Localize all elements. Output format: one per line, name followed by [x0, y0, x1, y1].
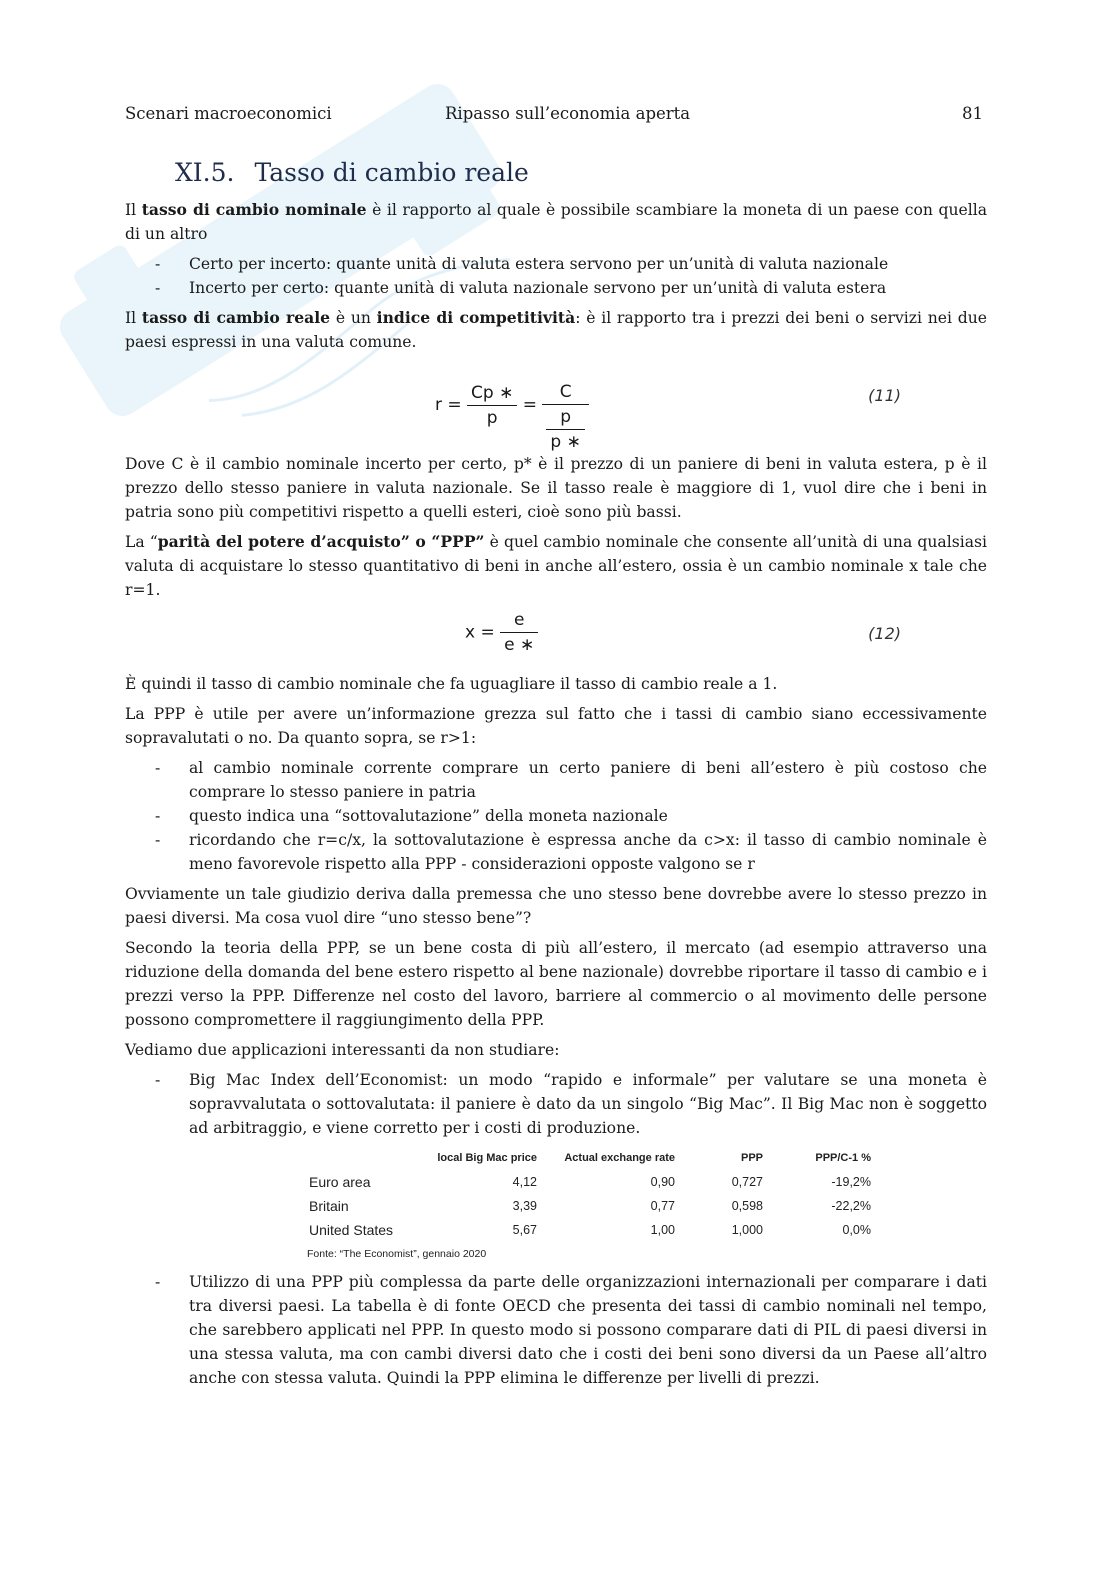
- list-item: [125, 252, 987, 276]
- numerator: C: [542, 380, 588, 405]
- data-table: [305, 1146, 875, 1242]
- table-cell: 1,00: [650, 1223, 675, 1237]
- table-row: [305, 1170, 875, 1194]
- paragraph-applications: Vediamo due applicazioni interessanti da non studiare:: [125, 1041, 560, 1059]
- paragraph-ppp: [125, 530, 987, 602]
- list-item-text: ricordando che r=c/x, la sottovalutazione è espressa anche da c>x: il tasso di cambio nominale è meno favorevole rispetto alla PPP - considerazioni opposte valgono se r: [189, 831, 987, 873]
- dash-bullet: -: [155, 807, 161, 825]
- table-row: [305, 1194, 875, 1218]
- text: Il: [125, 201, 142, 219]
- column-header: Actual exchange rate: [564, 1152, 675, 1164]
- table-cell: 0,727: [731, 1175, 763, 1189]
- list-item: [125, 756, 987, 804]
- table-cell: 0,598: [731, 1199, 763, 1213]
- section-heading: Tasso di cambio reale: [254, 158, 529, 187]
- list-item-text: Big Mac Index dell’Economist: un modo “rapido e informale” per valutare se una moneta è sopravvalutata o sottovalutata: il paniere è dato da un singolo “Big Mac”. Il Big Mac non è soggetto ad arbitraggio, e viene corretto per i costi di produzione.: [189, 1071, 987, 1137]
- table-cell: 0,77: [650, 1199, 675, 1213]
- term-real-rate: tasso di cambio reale: [141, 308, 331, 327]
- list-item: [125, 828, 987, 876]
- table-cell: -19,2%: [831, 1175, 871, 1189]
- list-item: [125, 804, 987, 828]
- list-quotation-types: [125, 252, 987, 300]
- dash-bullet: -: [155, 759, 161, 777]
- list-applications: [125, 1068, 987, 1140]
- denominator: p: [486, 407, 498, 428]
- text: è un: [330, 309, 377, 327]
- dash-bullet: -: [155, 255, 161, 273]
- text: Il: [125, 309, 142, 327]
- paragraph-ppp-usefulness: La PPP è utile per avere un’informazione grezza sul fatto che i tassi di cambio siano eccessivamente sopravalutati o no. Da quanto sopra, se r>1:: [125, 705, 987, 747]
- list-item: [125, 1270, 987, 1390]
- fraction: [500, 608, 538, 657]
- fraction: [467, 381, 517, 430]
- big-mac-table: [305, 1146, 875, 1266]
- section-title: [175, 158, 529, 187]
- header-chapter-title: Ripasso sull’economia aperta: [445, 104, 691, 123]
- equation-number: (12): [868, 624, 901, 643]
- term-nominal-rate: tasso di cambio nominale: [141, 200, 367, 219]
- denominator: p ∗: [550, 432, 581, 452]
- dash-bullet: -: [155, 831, 161, 849]
- denominator: e ∗: [504, 635, 535, 655]
- table-cell: 3,39: [512, 1199, 537, 1213]
- table-cell: 0,90: [650, 1175, 675, 1189]
- dash-bullet: -: [155, 1273, 161, 1291]
- body-text: [125, 198, 987, 1396]
- numerator: p: [546, 405, 584, 430]
- list-item-text: questo indica una “sottovalutazione” della moneta nazionale: [189, 807, 668, 825]
- nested-denominator: [542, 405, 588, 454]
- column-header: [305, 1146, 413, 1170]
- list-item-text: Certo per incerto: quante unità di valuta estera servono per un’unità di valuta nazionale: [189, 255, 889, 273]
- dash-bullet: -: [155, 279, 161, 297]
- table-cell: -22,2%: [831, 1199, 871, 1213]
- page-number: 81: [962, 104, 983, 123]
- table-cell: United States: [309, 1222, 394, 1238]
- text: La “: [125, 533, 158, 551]
- equals-sign: =: [522, 395, 538, 415]
- formula-lhs: r =: [435, 395, 462, 415]
- formula-11: [125, 360, 987, 452]
- list-item: [125, 276, 987, 300]
- list-item: [125, 1068, 987, 1140]
- table-cell: Britain: [309, 1198, 349, 1214]
- running-header: [125, 104, 987, 128]
- term-ppp: parità del potere d’acquisto” o “PPP”: [157, 532, 485, 551]
- paragraph-ppp-theory: Secondo la teoria della PPP, se un bene costa di più all’estero, il mercato (ad esempio attraverso una riduzione della domanda del bene estero rispetto al bene nazionale) dovrebbe riportare il tasso di cambio e i prezzi verso la PPP. Differenze nel costo del lavoro, barriere al commercio o al movimento delle persone possono compromettere il raggiungimento della PPP.: [125, 939, 987, 1029]
- paragraph-nominal-rate: [125, 198, 987, 246]
- paragraph-same-good: Ovviamente un tale giudizio deriva dalla premessa che uno stesso bene dovrebbe avere lo stesso prezzo in paesi diversi. Ma cosa vuol dire “uno stesso bene”?: [125, 885, 987, 927]
- paragraph-real-rate: [125, 306, 987, 354]
- dash-bullet: -: [155, 1071, 161, 1089]
- text: è quel cambio nominale che consente all’unità di una qualsiasi valuta di acquistare lo stesso quantitativo di beni in anche all’estero, ossia è un cambio nominale x tale che r=1.: [125, 533, 987, 599]
- fraction: [542, 380, 588, 454]
- table-cell: 5,67: [512, 1223, 537, 1237]
- header-book-title: Scenari macroeconomici: [125, 104, 332, 123]
- table-row: [305, 1218, 875, 1242]
- paragraph-definitions: Dove C è il cambio nominale incerto per certo, p* è il prezzo di un paniere di beni in valuta estera, p è il prezzo dello stesso paniere in valuta nazionale. Se il tasso reale è maggiore di 1, vuol dire che i beni in patria sono più competitivi rispetto a quelli esteri, cioè sono più bassi.: [125, 455, 987, 521]
- formula-12: [125, 608, 987, 664]
- list-item-text: al cambio nominale corrente comprare un certo paniere di beni all’estero è più costoso che comprare lo stesso paniere in patria: [189, 759, 987, 801]
- list-item-text: Utilizzo di una PPP più complessa da parte delle organizzazioni internazionali per comparare i dati tra diversi paesi. La tabella è di fonte OECD che presenta dei tassi di cambio nominali nel tempo, che sarebbero applicati nel PPP. In questo modo si possono comparare dati di PIL di paesi diversi in una stessa valuta, ma con cambi diversi dato che i costi dei beni sono diversi da un Paese all’altro anche con stessa valuta. Quindi la PPP elimina le differenze per livelli di prezzi.: [189, 1273, 987, 1387]
- list-applications-continued: [125, 1270, 987, 1390]
- column-header: PPP: [740, 1152, 763, 1164]
- list-item-text: Incerto per certo: quante unità di valuta nazionale servono per un’unità di valuta estera: [189, 279, 887, 297]
- text: è il rapporto al quale è possibile scambiare la moneta di un paese con quella di un altro: [125, 201, 988, 243]
- table-cell: 4,12: [512, 1175, 537, 1189]
- numerator: e: [500, 608, 538, 633]
- table-cell: 0,0%: [842, 1223, 871, 1237]
- formula-lhs: x =: [465, 622, 495, 643]
- equation-number: (11): [868, 386, 901, 405]
- text: : è il rapporto tra i prezzi dei beni o servizi nei due paesi espressi in una valuta comune.: [125, 309, 988, 351]
- table-source: Fonte: “The Economist”, gennaio 2020: [307, 1248, 487, 1260]
- table-cell: Euro area: [309, 1174, 371, 1190]
- column-header: local Big Mac price: [437, 1152, 537, 1164]
- column-header: PPP/C-1 %: [815, 1152, 871, 1164]
- table-header-row: [305, 1146, 875, 1170]
- section-number: XI.5.: [175, 158, 235, 187]
- numerator: Cp ∗: [467, 381, 517, 406]
- table-cell: 1,000: [731, 1223, 763, 1237]
- term-competitiveness: indice di competitività: [376, 308, 576, 327]
- fraction: [546, 405, 584, 454]
- paragraph-ppp-equality: È quindi il tasso di cambio nominale che fa uguagliare il tasso di cambio reale a 1.: [125, 675, 778, 693]
- list-implications: [125, 756, 987, 876]
